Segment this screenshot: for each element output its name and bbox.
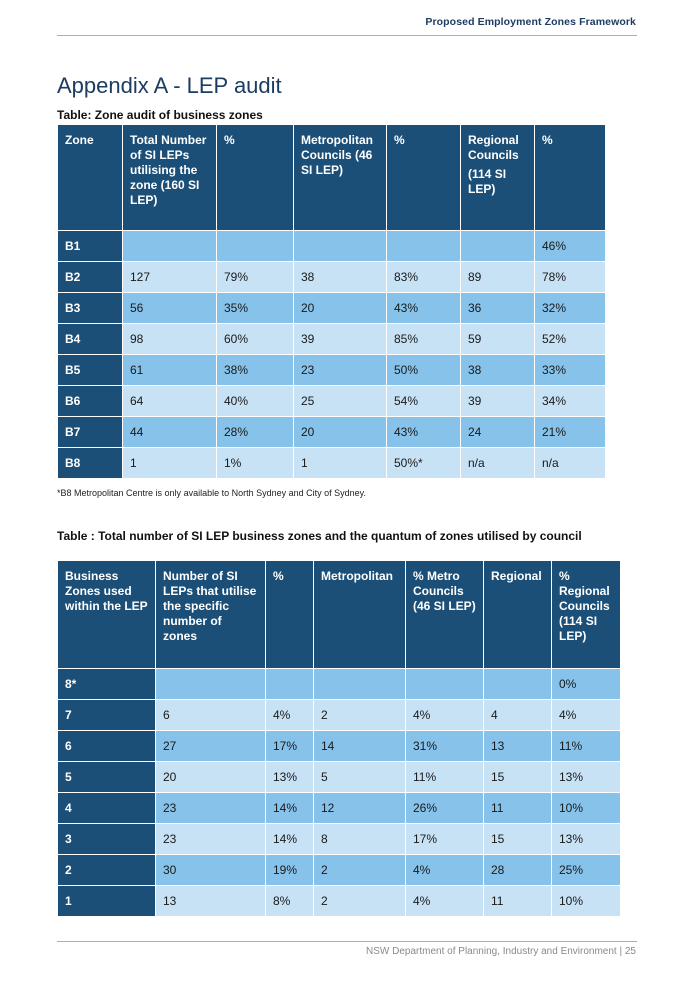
table1-header-metro: Metropolitan Councils (46 SI LEP) (294, 125, 387, 231)
table1-header-zone: Zone (58, 125, 123, 231)
table-cell: B7 (58, 417, 123, 448)
table-cell: 38 (461, 355, 535, 386)
table-cell: 23 (294, 355, 387, 386)
table-cell: 34% (535, 386, 606, 417)
table-cell: 15 (484, 762, 552, 793)
table-cell: 4 (484, 700, 552, 731)
table-row (58, 448, 606, 479)
table-cell: 39 (294, 324, 387, 355)
table-cell: 10% (552, 793, 621, 824)
table-cell: 21% (535, 417, 606, 448)
document-header: Proposed Employment Zones Framework (425, 16, 636, 28)
table-row (58, 324, 606, 355)
table-cell: 33% (535, 355, 606, 386)
table-cell: 10% (552, 886, 621, 917)
table-cell: 15 (484, 824, 552, 855)
table2-header-regional-pct: % Regional Councils (114 SI LEP) (552, 561, 621, 669)
table-cell: 11 (484, 886, 552, 917)
table-row (58, 293, 606, 324)
table-cell: 46% (535, 231, 606, 262)
table-row (58, 731, 621, 762)
zones-quantum-table (57, 560, 621, 917)
zone-audit-table (57, 124, 606, 479)
table-cell: 6 (58, 731, 156, 762)
table-cell: 25 (294, 386, 387, 417)
table-cell: 28% (217, 417, 294, 448)
table-cell: 39 (461, 386, 535, 417)
page-footer: NSW Department of Planning, Industry and Environment | 25 (366, 946, 636, 957)
table-cell: 59 (461, 324, 535, 355)
table-cell: 17% (266, 731, 314, 762)
table-cell: 44 (123, 417, 217, 448)
table-cell (123, 231, 217, 262)
table-row (58, 886, 621, 917)
table-cell: 5 (314, 762, 406, 793)
table-cell (217, 231, 294, 262)
table-cell: 4% (406, 855, 484, 886)
table-row (58, 231, 606, 262)
table1-header-pct: % (217, 125, 294, 231)
table-cell: 85% (387, 324, 461, 355)
table-cell: 28 (484, 855, 552, 886)
table-cell: 98 (123, 324, 217, 355)
table-cell: 17% (406, 824, 484, 855)
table-cell: 13% (266, 762, 314, 793)
table-cell: n/a (535, 448, 606, 479)
table-row (58, 669, 621, 700)
table-cell: 52% (535, 324, 606, 355)
table-cell: 32% (535, 293, 606, 324)
table-cell: 24 (461, 417, 535, 448)
table-row (58, 855, 621, 886)
table-cell: 79% (217, 262, 294, 293)
table-cell: 40% (217, 386, 294, 417)
table-cell: 13 (484, 731, 552, 762)
table-cell: 23 (156, 793, 266, 824)
table-cell: B5 (58, 355, 123, 386)
table-cell: 12 (314, 793, 406, 824)
appendix-title: Appendix A - LEP audit (57, 73, 282, 98)
table-cell: 3 (58, 824, 156, 855)
table-cell: 56 (123, 293, 217, 324)
table-cell: 8 (314, 824, 406, 855)
table-cell: 23 (156, 824, 266, 855)
table-cell: 20 (294, 293, 387, 324)
table1-header-regional-pct: % (535, 125, 606, 231)
table-cell (484, 669, 552, 700)
header-rule (57, 35, 637, 36)
table-cell (314, 669, 406, 700)
table-row (58, 762, 621, 793)
table-cell: 1% (217, 448, 294, 479)
table-cell: 127 (123, 262, 217, 293)
table-cell: 50%* (387, 448, 461, 479)
table-cell: 6 (156, 700, 266, 731)
table-cell: 2 (58, 855, 156, 886)
table2-caption: Table : Total number of SI LEP business zones and the quantum of zones utilised by council (57, 529, 582, 543)
table-cell: 78% (535, 262, 606, 293)
table-cell: 43% (387, 417, 461, 448)
table-cell: 13% (552, 824, 621, 855)
table-cell: 11% (552, 731, 621, 762)
table-cell: 2 (314, 855, 406, 886)
table2-header-pct: % (266, 561, 314, 669)
table-cell: 2 (314, 700, 406, 731)
table-cell (387, 231, 461, 262)
table-cell: B1 (58, 231, 123, 262)
table-cell: 7 (58, 700, 156, 731)
table1-header-metro-pct: % (387, 125, 461, 231)
table-cell: 54% (387, 386, 461, 417)
table-cell: 1 (294, 448, 387, 479)
table-cell: 14% (266, 824, 314, 855)
table-cell: 0% (552, 669, 621, 700)
table-cell: 27 (156, 731, 266, 762)
table-cell: 20 (294, 417, 387, 448)
table-cell: 8% (266, 886, 314, 917)
table-cell: 38% (217, 355, 294, 386)
table-cell (156, 669, 266, 700)
table-cell: 13% (552, 762, 621, 793)
table-cell: 14% (266, 793, 314, 824)
table2-header-metro: Metropolitan (314, 561, 406, 669)
table1-header-row (58, 125, 606, 231)
table-cell: 50% (387, 355, 461, 386)
table1-footnote: *B8 Metropolitan Centre is only available to North Sydney and City of Sydney. (57, 488, 366, 498)
table1-header-regional-title: Regional Councils (468, 133, 519, 162)
table-cell: 4% (406, 700, 484, 731)
table-cell: 83% (387, 262, 461, 293)
table2-header-zones-used: Business Zones used within the LEP (58, 561, 156, 669)
table-cell: B3 (58, 293, 123, 324)
table-cell: B6 (58, 386, 123, 417)
table-row (58, 700, 621, 731)
table-cell: 4% (266, 700, 314, 731)
table-cell: 5 (58, 762, 156, 793)
table-row (58, 417, 606, 448)
table-cell: 14 (314, 731, 406, 762)
table-cell: 43% (387, 293, 461, 324)
table-cell (294, 231, 387, 262)
table1-caption: Table: Zone audit of business zones (57, 108, 263, 122)
table-cell: 11% (406, 762, 484, 793)
table-row (58, 386, 606, 417)
table-cell: 26% (406, 793, 484, 824)
table-cell (461, 231, 535, 262)
table-cell: 4% (552, 700, 621, 731)
table-cell: 38 (294, 262, 387, 293)
table1-header-regional-sub: (114 SI LEP) (468, 167, 507, 196)
table-cell (406, 669, 484, 700)
table-cell: 89 (461, 262, 535, 293)
table-cell: B2 (58, 262, 123, 293)
table-cell: 36 (461, 293, 535, 324)
table-cell: 20 (156, 762, 266, 793)
table-cell: 8* (58, 669, 156, 700)
table1-header-regional (461, 125, 535, 231)
table2-header-row (58, 561, 621, 669)
table2-header-regional: Regional (484, 561, 552, 669)
footer-rule (57, 941, 637, 942)
table-cell: 11 (484, 793, 552, 824)
table-cell: 13 (156, 886, 266, 917)
table-cell: 4% (406, 886, 484, 917)
table-cell: B8 (58, 448, 123, 479)
table-row (58, 793, 621, 824)
table-cell: 1 (58, 886, 156, 917)
table-cell: 4 (58, 793, 156, 824)
table1-header-total: Total Number of SI LEPs utilising the zone (160 SI LEP) (123, 125, 217, 231)
table-cell: n/a (461, 448, 535, 479)
table2-header-number: Number of SI LEPs that utilise the specific number of zones (156, 561, 266, 669)
table-cell: 60% (217, 324, 294, 355)
table-cell: 1 (123, 448, 217, 479)
table-row (58, 355, 606, 386)
table-cell: 35% (217, 293, 294, 324)
table-cell: 19% (266, 855, 314, 886)
table-row (58, 262, 606, 293)
table-cell: 61 (123, 355, 217, 386)
table-cell: 2 (314, 886, 406, 917)
table-cell: 25% (552, 855, 621, 886)
table-cell: B4 (58, 324, 123, 355)
table-cell (266, 669, 314, 700)
table-cell: 30 (156, 855, 266, 886)
table-cell: 31% (406, 731, 484, 762)
table-row (58, 824, 621, 855)
table-cell: 64 (123, 386, 217, 417)
table2-header-metro-pct: % Metro Councils (46 SI LEP) (406, 561, 484, 669)
